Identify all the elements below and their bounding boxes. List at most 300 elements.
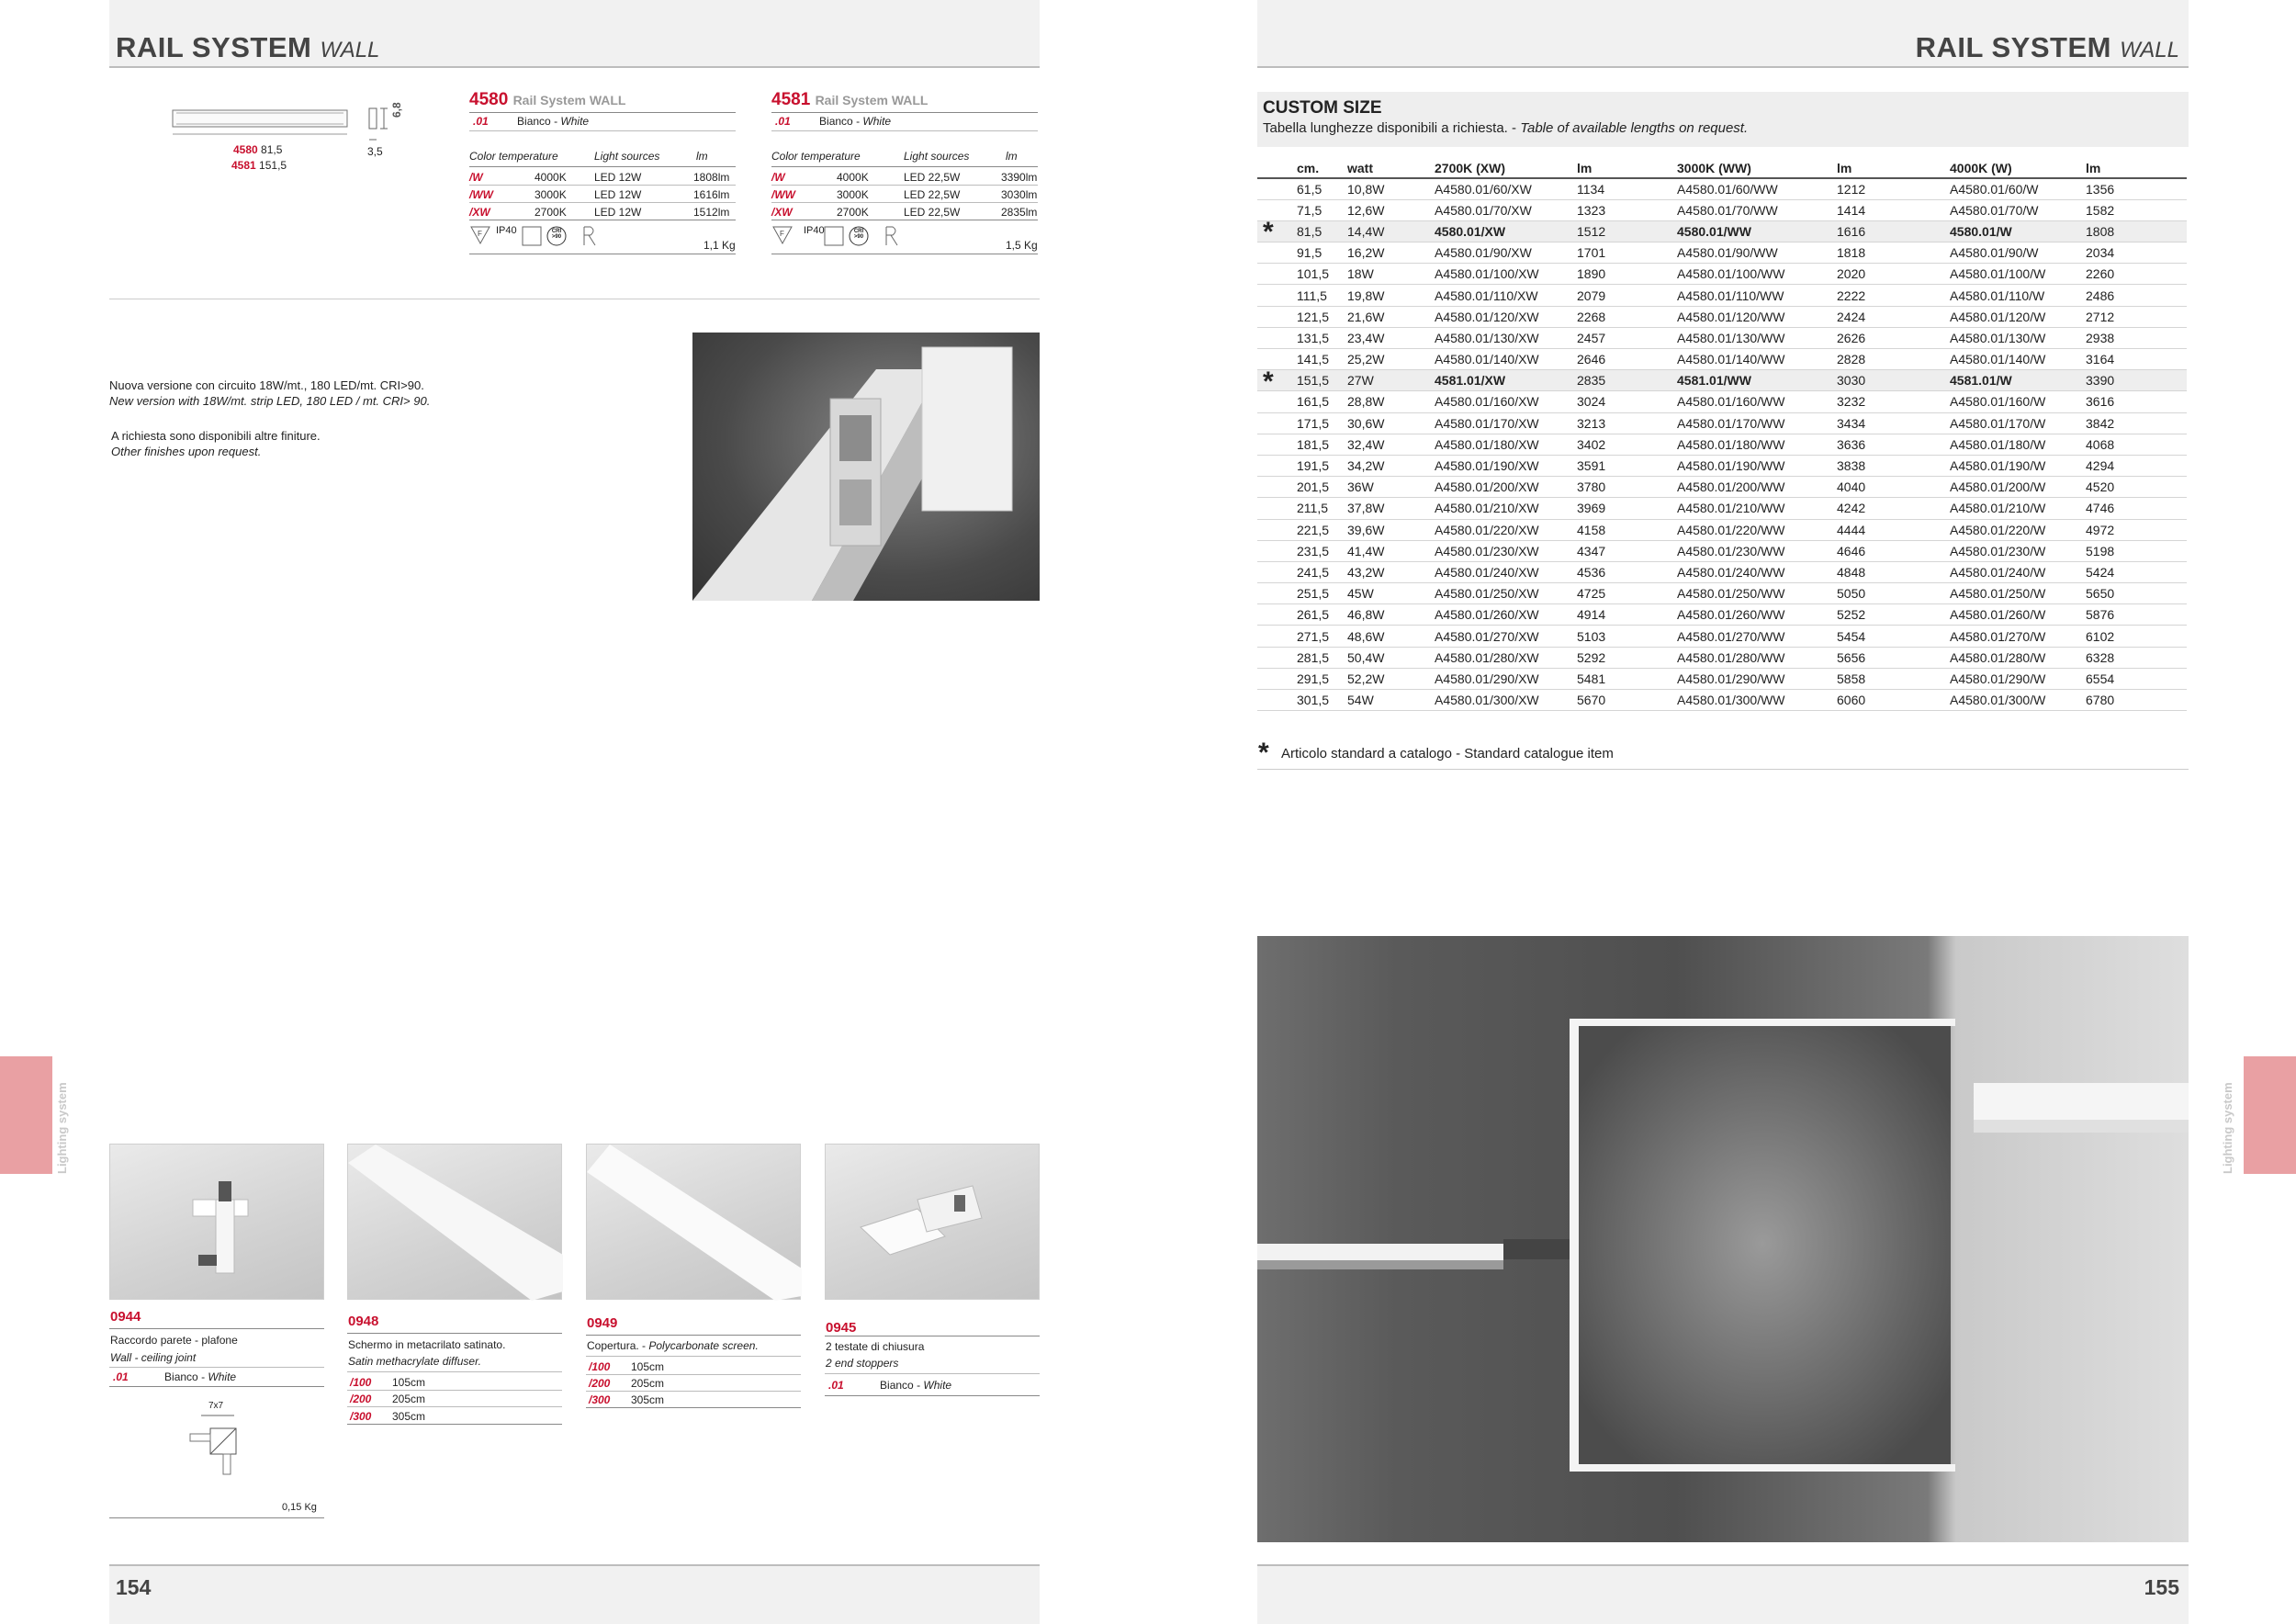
spec-source: LED 12W xyxy=(594,171,642,184)
spec-lm: 1616lm xyxy=(693,188,730,201)
cell-watt: 12,6W xyxy=(1347,199,1435,220)
option-code: /200 xyxy=(350,1393,372,1405)
cell-code-w: A4580.01/210/W xyxy=(1950,498,2086,519)
cell-cm: 281,5 xyxy=(1257,647,1347,668)
cell-cm: 101,5 xyxy=(1257,264,1347,285)
cell-watt: 30,6W xyxy=(1347,412,1435,434)
cell-code-xw: A4580.01/100/XW xyxy=(1435,264,1577,285)
product-4581-finish-en: White xyxy=(862,115,892,128)
cell-code-w: A4580.01/100/W xyxy=(1950,264,2086,285)
option-label: 305cm xyxy=(631,1393,665,1406)
table-row xyxy=(1257,242,2187,264)
spec-code: /XW xyxy=(469,206,490,219)
cell-code-ww: A4580.01/120/WW xyxy=(1677,306,1837,327)
accessory-0944-weight: 0,15 Kg xyxy=(282,1502,317,1513)
table-row xyxy=(1257,220,2187,242)
header-lm-w: lm xyxy=(2086,159,2187,178)
table-row xyxy=(1257,519,2187,540)
spec-temp: 4000K xyxy=(535,171,567,184)
cell-code-ww: A4580.01/250/WW xyxy=(1677,583,1837,604)
drawing-label-4581 xyxy=(231,159,287,172)
product-photo-svg xyxy=(692,333,1040,601)
cell-cm: 61,5 xyxy=(1257,178,1347,199)
cell-code-ww: A4580.01/130/WW xyxy=(1677,327,1837,348)
product-4580-cert-icons xyxy=(469,223,607,249)
cell-code-xw: A4580.01/130/XW xyxy=(1435,327,1577,348)
drawing-depth: 3,5 xyxy=(367,145,383,158)
cell-cm: 211,5 xyxy=(1257,498,1347,519)
accessory-0948-photo xyxy=(347,1144,562,1300)
cell-cm: 171,5 xyxy=(1257,412,1347,434)
cell-lm-ww: 6060 xyxy=(1837,690,1950,711)
product-4581-weight: 1,5 Kg xyxy=(1006,239,1038,252)
cell-watt: 25,2W xyxy=(1347,349,1435,370)
cell-lm-ww: 5858 xyxy=(1837,668,1950,689)
standard-star-1: * xyxy=(1263,217,1274,247)
cell-lm-ww: 1818 xyxy=(1837,242,1950,264)
spec-code: /W xyxy=(469,171,483,184)
table-row xyxy=(1257,690,2187,711)
header-3000k: 3000K (WW) xyxy=(1677,159,1837,178)
cell-lm-w: 3842 xyxy=(2086,412,2187,434)
cell-code-w: A4580.01/190/W xyxy=(1950,455,2086,476)
spec-lm: 1512lm xyxy=(693,206,730,219)
table-row xyxy=(1257,434,2187,455)
cell-code-w: A4580.01/270/W xyxy=(1950,626,2086,647)
cell-code-xw: A4580.01/220/XW xyxy=(1435,519,1577,540)
cell-cm: 141,5 xyxy=(1257,349,1347,370)
cell-code-xw: A4580.01/70/XW xyxy=(1435,199,1577,220)
cell-lm-ww: 4040 xyxy=(1837,477,1950,498)
product-4580-cri: CRI >90 xyxy=(551,229,562,240)
custom-size-title: CUSTOM SIZE xyxy=(1263,98,1382,118)
cell-code-ww: 4580.01/WW xyxy=(1677,220,1837,242)
option-code: /200 xyxy=(589,1377,611,1390)
cell-code-w: A4580.01/280/W xyxy=(1950,647,2086,668)
accessory-0945-code: 0945 xyxy=(826,1320,857,1336)
accessory-0944-dim: 7x7 xyxy=(208,1401,224,1411)
cell-code-w: A4580.01/130/W xyxy=(1950,327,2086,348)
drawing-height: 6,8 xyxy=(390,102,403,118)
spec-lm: 3030lm xyxy=(1001,188,1038,201)
accessory-0948-desc-en: Satin methacrylate diffuser. xyxy=(348,1355,481,1368)
accessory-0949-option xyxy=(589,1393,665,1406)
cell-code-w: A4580.01/220/W xyxy=(1950,519,2086,540)
joint-shape xyxy=(110,1145,325,1301)
accessory-0948-option xyxy=(350,1376,426,1389)
cell-lm-xw: 1512 xyxy=(1577,220,1677,242)
option-label: 105cm xyxy=(631,1360,665,1373)
spec-source: LED 12W xyxy=(594,206,642,219)
cell-lm-w: 6102 xyxy=(2086,626,2187,647)
spec-lm: 2835lm xyxy=(1001,206,1038,219)
cell-lm-xw: 3780 xyxy=(1577,477,1677,498)
cell-cm: 271,5 xyxy=(1257,626,1347,647)
cell-cm: 301,5 xyxy=(1257,690,1347,711)
drawing-length-4581: 151,5 xyxy=(259,159,287,172)
cell-cm: 81,5 xyxy=(1257,220,1347,242)
accessory-0949-desc-en: Polycarbonate screen. xyxy=(648,1339,759,1352)
left-page-footer xyxy=(109,1564,1040,1624)
cell-lm-w: 5650 xyxy=(2086,583,2187,604)
left-page-title xyxy=(116,31,379,64)
cell-lm-xw: 1323 xyxy=(1577,199,1677,220)
cell-lm-w: 4746 xyxy=(2086,498,2187,519)
custom-size-table xyxy=(1257,159,2187,711)
notes-version-it: Nuova versione con circuito 18W/mt., 180 LED/mt. CRI>90. xyxy=(109,378,424,392)
cell-watt: 14,4W xyxy=(1347,220,1435,242)
cell-lm-w: 2034 xyxy=(2086,242,2187,264)
table-row xyxy=(1257,199,2187,220)
cell-code-ww: A4580.01/180/WW xyxy=(1677,434,1837,455)
cell-code-xw: 4580.01/XW xyxy=(1435,220,1577,242)
cell-code-xw: A4580.01/60/XW xyxy=(1435,178,1577,199)
cell-lm-xw: 1134 xyxy=(1577,178,1677,199)
product-4581-name: Rail System WALL xyxy=(815,93,929,107)
cell-lm-w: 1582 xyxy=(2086,199,2187,220)
cell-watt: 45W xyxy=(1347,583,1435,604)
cell-lm-xw: 4347 xyxy=(1577,540,1677,561)
drawing-label-4580 xyxy=(233,143,282,156)
notes-finish-it: A richiesta sono disponibili altre finiture. xyxy=(111,429,321,443)
cell-code-xw: A4580.01/200/XW xyxy=(1435,477,1577,498)
table-header-row xyxy=(1257,159,2187,178)
table-row xyxy=(1257,498,2187,519)
cell-code-w: A4580.01/200/W xyxy=(1950,477,2086,498)
cell-lm-w: 5424 xyxy=(2086,561,2187,582)
cell-lm-w: 6554 xyxy=(2086,668,2187,689)
cell-lm-w: 3390 xyxy=(2086,370,2187,391)
cell-cm: 241,5 xyxy=(1257,561,1347,582)
cell-lm-xw: 5103 xyxy=(1577,626,1677,647)
cell-lm-ww: 3636 xyxy=(1837,434,1950,455)
cell-lm-w: 6328 xyxy=(2086,647,2187,668)
cell-lm-ww: 3232 xyxy=(1837,391,1950,412)
footnote-divider xyxy=(1257,769,2189,770)
cell-watt: 36W xyxy=(1347,477,1435,498)
accessory-0945-desc-it: 2 testate di chiusura xyxy=(826,1340,925,1353)
product-4581-head-light: Light sources xyxy=(904,150,970,163)
product-4581-code xyxy=(771,90,928,110)
cell-watt: 46,8W xyxy=(1347,604,1435,626)
cell-lm-xw: 5292 xyxy=(1577,647,1677,668)
cell-lm-xw: 1890 xyxy=(1577,264,1677,285)
right-side-label: Lighting system xyxy=(2221,1082,2234,1174)
accessory-0948-code: 0948 xyxy=(348,1314,379,1329)
cell-code-xw: A4580.01/170/XW xyxy=(1435,412,1577,434)
product-4581-cri: CRI >90 xyxy=(853,229,864,240)
table-row xyxy=(1257,668,2187,689)
cell-lm-xw: 3591 xyxy=(1577,455,1677,476)
custom-size-sub-it: Tabella lunghezze disponibili a richiesta. xyxy=(1263,120,1508,136)
table-row xyxy=(1257,583,2187,604)
table-row xyxy=(1257,391,2187,412)
notes-version-en: New version with 18W/mt. strip LED, 180 LED / mt. CRI> 90. xyxy=(109,394,431,408)
cell-lm-ww: 2828 xyxy=(1837,349,1950,370)
product-4580-ip: IP40 xyxy=(496,225,517,236)
accessory-0949-code: 0949 xyxy=(587,1315,618,1331)
svg-text:F: F xyxy=(780,230,784,238)
cell-lm-w: 5198 xyxy=(2086,540,2187,561)
cell-code-w: A4580.01/260/W xyxy=(1950,604,2086,626)
product-4581-finish-code: .01 xyxy=(775,115,791,128)
cell-code-w: A4580.01/180/W xyxy=(1950,434,2086,455)
cell-lm-w: 2260 xyxy=(2086,264,2187,285)
cell-code-xw: A4580.01/250/XW xyxy=(1435,583,1577,604)
cell-watt: 32,4W xyxy=(1347,434,1435,455)
spec-temp: 3000K xyxy=(535,188,567,201)
cell-watt: 39,6W xyxy=(1347,519,1435,540)
cell-code-ww: A4580.01/190/WW xyxy=(1677,455,1837,476)
cell-lm-ww: 1414 xyxy=(1837,199,1950,220)
header-cm: cm. xyxy=(1257,159,1347,178)
cell-code-w: A4580.01/230/W xyxy=(1950,540,2086,561)
cell-lm-xw: 3402 xyxy=(1577,434,1677,455)
product-4581-head-color: Color temperature xyxy=(771,150,861,163)
accessory-0949-desc-it: Copertura. xyxy=(587,1339,639,1352)
accessory-0944-desc-it: Raccordo parete - plafone xyxy=(110,1334,238,1347)
product-4581-finish: .01 Bianco - White xyxy=(775,115,892,128)
cell-code-ww: A4580.01/140/WW xyxy=(1677,349,1837,370)
spec-temp: 2700K xyxy=(837,206,869,219)
cell-code-xw: 4581.01/XW xyxy=(1435,370,1577,391)
cell-lm-ww: 5050 xyxy=(1837,583,1950,604)
cell-code-w: A4580.01/90/W xyxy=(1950,242,2086,264)
table-row xyxy=(1257,626,2187,647)
option-code: /100 xyxy=(589,1360,611,1373)
cell-lm-xw: 4914 xyxy=(1577,604,1677,626)
accessory-0944-option: .01 Bianco - White xyxy=(113,1370,237,1383)
product-4580-head-lm: lm xyxy=(696,150,708,163)
diffuser-shape xyxy=(348,1145,563,1301)
accessory-0945-option: .01 Bianco - White xyxy=(828,1379,952,1392)
drawing-length-4580: 81,5 xyxy=(261,143,283,156)
notes-finish xyxy=(111,428,321,459)
cell-watt: 10,8W xyxy=(1347,178,1435,199)
cell-lm-xw: 3024 xyxy=(1577,391,1677,412)
standard-star-2: * xyxy=(1263,367,1274,397)
option-label-en: White xyxy=(923,1379,952,1392)
cover-shape xyxy=(587,1145,802,1301)
table-row xyxy=(1257,178,2187,199)
cell-code-ww: A4580.01/60/WW xyxy=(1677,178,1837,199)
cell-lm-xw: 4158 xyxy=(1577,519,1677,540)
cell-code-ww: A4580.01/220/WW xyxy=(1677,519,1837,540)
product-4580-finish-code: .01 xyxy=(473,115,489,128)
cell-code-w: A4580.01/110/W xyxy=(1950,285,2086,306)
cell-lm-xw: 2079 xyxy=(1577,285,1677,306)
cell-code-xw: A4580.01/110/XW xyxy=(1435,285,1577,306)
left-side-label: Lighting system xyxy=(55,1082,69,1174)
product-4580-finish: .01 Bianco - White xyxy=(473,115,590,128)
left-page-number: 154 xyxy=(116,1575,152,1599)
cell-cm: 251,5 xyxy=(1257,583,1347,604)
cell-lm-ww: 4444 xyxy=(1837,519,1950,540)
table-row xyxy=(1257,604,2187,626)
product-4580-weight: 1,1 Kg xyxy=(703,239,736,252)
accessory-0945 xyxy=(825,1320,1040,1403)
cell-lm-w: 4972 xyxy=(2086,519,2187,540)
cell-code-ww: A4580.01/160/WW xyxy=(1677,391,1837,412)
right-page-title xyxy=(1916,31,2179,64)
cell-lm-ww: 2222 xyxy=(1837,285,1950,306)
cell-lm-ww: 4848 xyxy=(1837,561,1950,582)
cell-cm: 151,5 xyxy=(1257,370,1347,391)
cell-code-w: A4580.01/300/W xyxy=(1950,690,2086,711)
cell-code-xw: A4580.01/300/XW xyxy=(1435,690,1577,711)
cell-lm-w: 3164 xyxy=(2086,349,2187,370)
profile-drawing xyxy=(156,101,422,175)
accessory-0949-photo xyxy=(586,1144,801,1300)
cell-cm: 161,5 xyxy=(1257,391,1347,412)
cell-code-ww: 4581.01/WW xyxy=(1677,370,1837,391)
right-side-tab xyxy=(2244,1056,2296,1174)
table-row xyxy=(1257,370,2187,391)
product-4580-head-light: Light sources xyxy=(594,150,660,163)
accessory-0949-option xyxy=(589,1377,665,1390)
table-row xyxy=(1257,285,2187,306)
option-label: 205cm xyxy=(392,1393,426,1405)
product-4580 xyxy=(469,90,736,255)
spec-code: /WW xyxy=(771,188,795,201)
cell-lm-xw: 3969 xyxy=(1577,498,1677,519)
cell-code-w: A4580.01/170/W xyxy=(1950,412,2086,434)
accessory-0944 xyxy=(109,1309,324,1520)
cell-cm: 221,5 xyxy=(1257,519,1347,540)
right-title-bold: RAIL SYSTEM xyxy=(1915,31,2111,63)
product-4581 xyxy=(771,90,1038,255)
product-4580-name: Rail System WALL xyxy=(512,93,626,107)
cell-lm-xw: 4536 xyxy=(1577,561,1677,582)
spec-temp: 4000K xyxy=(837,171,869,184)
right-page-footer xyxy=(1257,1564,2189,1624)
cell-lm-ww: 2020 xyxy=(1837,264,1950,285)
cell-code-xw: A4580.01/290/XW xyxy=(1435,668,1577,689)
cell-lm-ww: 2626 xyxy=(1837,327,1950,348)
table-row xyxy=(1257,455,2187,476)
cell-cm: 131,5 xyxy=(1257,327,1347,348)
cell-code-ww: A4580.01/270/WW xyxy=(1677,626,1837,647)
cell-lm-w: 3616 xyxy=(2086,391,2187,412)
product-4581-finish-it: Bianco xyxy=(819,115,853,128)
cell-code-xw: A4580.01/260/XW xyxy=(1435,604,1577,626)
cell-code-w: A4580.01/140/W xyxy=(1950,349,2086,370)
cell-code-xw: A4580.01/140/XW xyxy=(1435,349,1577,370)
cell-code-w: A4580.01/120/W xyxy=(1950,306,2086,327)
cell-lm-xw: 5481 xyxy=(1577,668,1677,689)
cell-watt: 41,4W xyxy=(1347,540,1435,561)
accessory-0948-option xyxy=(350,1393,426,1405)
cell-cm: 191,5 xyxy=(1257,455,1347,476)
accessory-0949-option xyxy=(589,1360,665,1373)
cell-lm-ww: 3434 xyxy=(1837,412,1950,434)
table-row xyxy=(1257,327,2187,348)
cell-code-ww: A4580.01/240/WW xyxy=(1677,561,1837,582)
cell-lm-ww: 1616 xyxy=(1837,220,1950,242)
cell-cm: 181,5 xyxy=(1257,434,1347,455)
table-row xyxy=(1257,561,2187,582)
spec-lm: 3390lm xyxy=(1001,171,1038,184)
cell-lm-w: 4294 xyxy=(2086,455,2187,476)
table-row xyxy=(1257,540,2187,561)
table-row xyxy=(1257,264,2187,285)
cell-cm: 201,5 xyxy=(1257,477,1347,498)
product-4580-finish-en: White xyxy=(560,115,590,128)
cell-code-ww: A4580.01/100/WW xyxy=(1677,264,1837,285)
accessory-0944-code: 0944 xyxy=(110,1309,141,1325)
product-4580-head-color: Color temperature xyxy=(469,150,558,163)
svg-text:F: F xyxy=(478,230,482,238)
cell-lm-ww: 3030 xyxy=(1837,370,1950,391)
cell-code-xw: A4580.01/240/XW xyxy=(1435,561,1577,582)
notes-version xyxy=(109,378,430,409)
custom-size-sub-en: Table of available lengths on request. xyxy=(1520,120,1749,136)
accessory-0948-desc-it: Schermo in metacrilato satinato. xyxy=(348,1338,506,1351)
option-code: /100 xyxy=(350,1376,372,1389)
cell-cm: 121,5 xyxy=(1257,306,1347,327)
cell-lm-ww: 1212 xyxy=(1837,178,1950,199)
cell-code-xw: A4580.01/180/XW xyxy=(1435,434,1577,455)
cell-lm-w: 1808 xyxy=(2086,220,2187,242)
cell-code-ww: A4580.01/210/WW xyxy=(1677,498,1837,519)
cell-watt: 16,2W xyxy=(1347,242,1435,264)
cell-code-xw: A4580.01/160/XW xyxy=(1435,391,1577,412)
spec-code: /W xyxy=(771,171,785,184)
product-4580-finish-it: Bianco xyxy=(517,115,551,128)
table-row xyxy=(1257,306,2187,327)
cell-lm-w: 4520 xyxy=(2086,477,2187,498)
cell-code-xw: A4580.01/280/XW xyxy=(1435,647,1577,668)
profile-drawing-svg xyxy=(156,101,422,175)
cell-code-ww: A4580.01/230/WW xyxy=(1677,540,1837,561)
cell-lm-w: 5876 xyxy=(2086,604,2187,626)
cell-lm-w: 6780 xyxy=(2086,690,2187,711)
cell-code-xw: A4580.01/120/XW xyxy=(1435,306,1577,327)
cell-code-w: 4580.01/W xyxy=(1950,220,2086,242)
accessory-0948 xyxy=(347,1314,562,1433)
option-code: .01 xyxy=(113,1370,129,1383)
cell-lm-w: 2712 xyxy=(2086,306,2187,327)
drawing-code-4581: 4581 xyxy=(231,159,256,172)
option-code: /300 xyxy=(589,1393,611,1406)
cell-watt: 52,2W xyxy=(1347,668,1435,689)
cell-code-ww: A4580.01/200/WW xyxy=(1677,477,1837,498)
spec-temp: 2700K xyxy=(535,206,567,219)
cell-code-w: A4580.01/160/W xyxy=(1950,391,2086,412)
right-page-header xyxy=(1257,0,2189,68)
footnote-text: Articolo standard a catalogo - Standard catalogue item xyxy=(1281,746,1614,761)
cell-code-ww: A4580.01/280/WW xyxy=(1677,647,1837,668)
cell-cm: 291,5 xyxy=(1257,668,1347,689)
right-page-number: 155 xyxy=(2144,1575,2179,1599)
header-watt: watt xyxy=(1347,159,1435,178)
spec-source: LED 22,5W xyxy=(904,188,961,201)
product-photo xyxy=(692,333,1040,601)
cell-watt: 28,8W xyxy=(1347,391,1435,412)
cell-watt: 37,8W xyxy=(1347,498,1435,519)
cell-code-ww: A4580.01/300/WW xyxy=(1677,690,1837,711)
cell-lm-w: 2486 xyxy=(2086,285,2187,306)
product-4580-number: 4580 xyxy=(469,90,509,109)
cell-lm-ww: 4242 xyxy=(1837,498,1950,519)
cell-cm: 71,5 xyxy=(1257,199,1347,220)
table-row xyxy=(1257,349,2187,370)
option-label-it: Bianco xyxy=(880,1379,914,1392)
cell-watt: 27W xyxy=(1347,370,1435,391)
cell-code-w: A4580.01/70/W xyxy=(1950,199,2086,220)
cell-lm-w: 1356 xyxy=(2086,178,2187,199)
cell-lm-w: 4068 xyxy=(2086,434,2187,455)
